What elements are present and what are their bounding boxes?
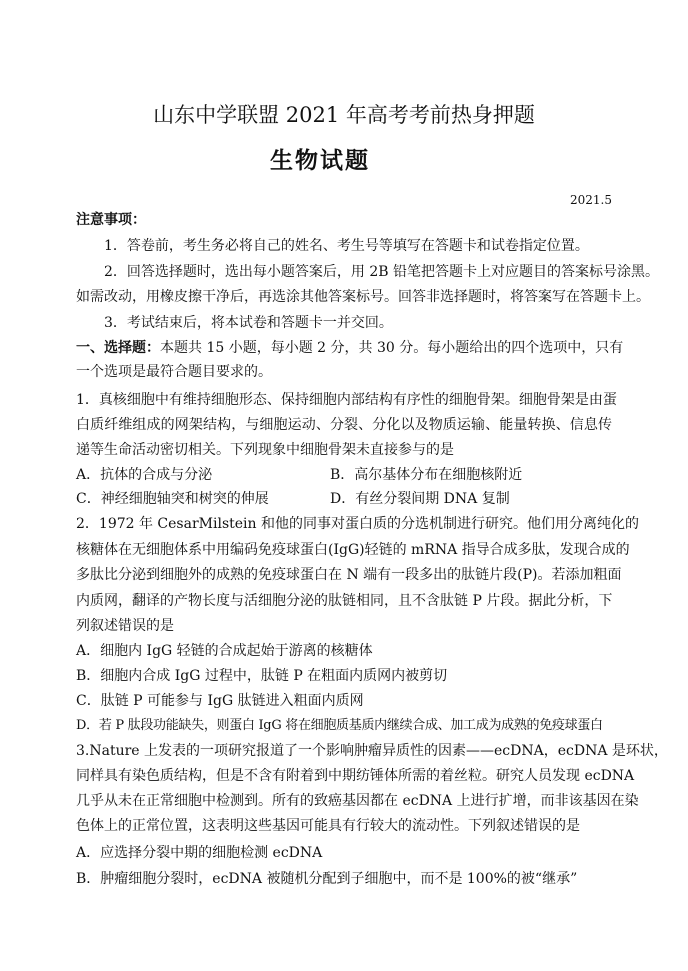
notice-heading: 注意事项： (76, 212, 146, 228)
exam-title: 山东中学联盟 2021 年高考考前热身押题 (153, 103, 535, 127)
section-desc: 本题共 15 小题，每小题 2 分，共 30 分。每小题给出的四个选项中，只有 (160, 340, 624, 356)
notice-item-1: 1．答卷前，考生务必将自己的姓名、考生号等填写在答题卡和试卷指定位置。 (104, 238, 589, 254)
q2-stem-line-3: 多肽比分泌到细胞外的成熟的免疫球蛋白在 N 端有一段多出的肽链片段(P)。若添加粗面 (76, 567, 622, 583)
notice-item-2-cont: 如需改动，用橡皮擦干净后，再选涂其他答案标号。回答非选择题时，将答案写在答题卡上。 (76, 289, 650, 305)
q2-option-c: C．肽链 P 可能参与 IgG 肽链进入粗面内质网 (76, 693, 364, 709)
q3-stem-line-1: 3.Nature 上发表的一项研究报道了一个影响肿瘤异质性的因素——ecDNA，ecDNA 是环状， (76, 743, 668, 759)
section-header (76, 337, 624, 359)
q3-option-b: B．肿瘤细胞分裂时，ecDNA 被随机分配到子细胞中，而不是 100%的被“继承” (76, 871, 578, 887)
section-label: 一、选择题： (76, 340, 160, 356)
q3-stem-line-2: 同样具有染色质结构，但是不含有附着到中期纺锤体所需的着丝粒。研究人员发现 ecDNA (76, 768, 635, 784)
q1-option-a: A．抗体的合成与分泌 (76, 467, 213, 483)
q2-option-d: D．若 P 肽段功能缺失，则蛋白 IgG 将在细胞质基质内继续合成、加工成为成熟的免疫球蛋白 (76, 718, 603, 733)
exam-date: 2021.5 (570, 193, 612, 207)
q3-stem-line-3: 几乎从未在正常细胞中检测到。所有的致癌基因都在 ecDNA 上进行扩增，而非该基因在染 (76, 793, 639, 809)
q1-option-b: B．高尔基体分布在细胞核附近 (330, 467, 523, 483)
q2-option-b: B．细胞内合成 IgG 过程中，肽链 P 在粗面内质网内被剪切 (76, 668, 448, 684)
q2-option-a: A．细胞内 IgG 轻链的合成起始于游离的核糖体 (76, 643, 373, 659)
q1-stem-line-3: 递等生命活动密切相关。下列现象中细胞骨架未直接参与的是 (76, 442, 454, 458)
q2-stem-line-4: 内质网，翻译的产物长度与活细胞分泌的肽链相同，且不含肽链 P 片段。据此分析，下 (76, 593, 613, 609)
notice-item-2: 2．回答选择题时，选出每小题答案后，用 2B 铅笔把答题卡上对应题目的答案标号涂黑。 (104, 264, 660, 280)
q1-stem-line-1: 1．真核细胞中有维持细胞形态、保持细胞内部结构有序性的细胞骨架。细胞骨架是由蛋 (76, 392, 617, 408)
q3-stem-line-4: 色体上的正常位置，这表明这些基因可能具有行较大的流动性。下列叙述错误的是 (76, 818, 580, 834)
q2-stem-line-1: 2．1972 年 CesarMilstein 和他的同事对蛋白质的分选机制进行研究。他们用分离纯化的 (76, 516, 639, 532)
section-desc-cont: 一个选项是最符合题目要求的。 (76, 364, 272, 380)
q3-option-a: A．应选择分裂中期的细胞检测 ecDNA (76, 845, 323, 861)
q1-option-d: D．有丝分裂间期 DNA 复制 (330, 491, 510, 507)
exam-subtitle: 生物试题 (270, 148, 370, 174)
q2-stem-line-5: 列叙述错误的是 (76, 618, 174, 634)
notice-item-3: 3．考试结束后，将本试卷和答题卡一并交回。 (104, 315, 393, 331)
q1-stem-line-2: 白质纤维组成的网架结构，与细胞运动、分裂、分化以及物质运输、能量转换、信息传 (76, 417, 612, 433)
q2-stem-line-2: 核糖体在无细胞体系中用编码免疫球蛋白(IgG)轻链的 mRNA 指导合成多肽，发现合成的 (76, 542, 630, 558)
q1-option-c: C．神经细胞轴突和树突的伸展 (76, 491, 269, 507)
